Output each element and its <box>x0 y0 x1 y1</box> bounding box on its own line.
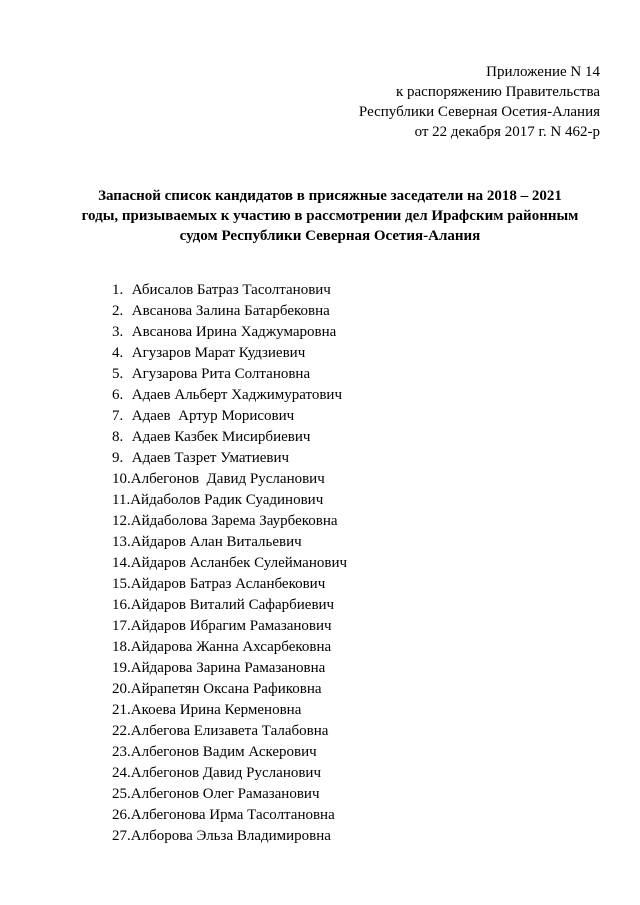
header-line-1: Приложение N 14 <box>486 64 600 80</box>
list-item-number: 16. <box>112 597 131 613</box>
list-item-name: Айдарова Жанна Ахсарбековна <box>130 639 332 655</box>
list-item-name: Акоева Ирина Керменовна <box>130 702 302 718</box>
list-item-name: Айдаров Батраз Асланбекович <box>130 576 326 592</box>
list-item <box>112 385 347 406</box>
list-item <box>112 637 347 658</box>
list-item-number: 22. <box>112 723 131 739</box>
list-item-name: Абисалов Батраз Тасолтанович <box>128 282 331 298</box>
candidate-list <box>112 280 347 847</box>
list-item <box>112 679 347 700</box>
list-item <box>112 742 347 763</box>
list-item <box>112 532 347 553</box>
list-item <box>112 700 347 721</box>
list-item-number: 11. <box>112 492 131 508</box>
list-item <box>112 511 347 532</box>
list-item-number: 7. <box>112 408 124 424</box>
list-item-number: 18. <box>112 639 131 655</box>
list-item-name: Айдаров Алан Витальевич <box>130 534 302 550</box>
list-item <box>112 784 347 805</box>
list-item-number: 13. <box>112 534 131 550</box>
list-item-name: Албегонов Олег Рамазанович <box>130 786 320 802</box>
list-item <box>112 574 347 595</box>
list-item-number: 6. <box>112 387 124 403</box>
list-item-number: 14. <box>112 555 131 571</box>
list-item-number: 23. <box>112 744 131 760</box>
list-item <box>112 322 347 343</box>
list-item-number: 24. <box>112 765 131 781</box>
list-item-name: Албегонов Давид Русланович <box>130 471 325 487</box>
list-item <box>112 595 347 616</box>
title-line-3: судом Республики Северная Осетия-Алания <box>179 228 481 244</box>
header-line-3: Республики Северная Осетия-Алания <box>358 104 600 120</box>
list-item-name: Албегонов Вадим Аскерович <box>130 744 317 760</box>
list-item <box>112 427 347 448</box>
list-item-name: Агузарова Рита Солтановна <box>128 366 311 382</box>
list-item <box>112 826 347 847</box>
header-line-2: к распоряжению Правительства <box>395 84 600 100</box>
list-item <box>112 805 347 826</box>
document-title <box>60 186 600 246</box>
list-item-number: 27. <box>112 828 131 844</box>
list-item-number: 5. <box>112 366 124 382</box>
list-item-number: 20. <box>112 681 131 697</box>
list-item-number: 25. <box>112 786 131 802</box>
list-item-number: 26. <box>112 807 131 823</box>
list-item <box>112 280 347 301</box>
list-item-name: Адаев Артур Морисович <box>128 408 295 424</box>
title-line-2: годы, призываемых к участию в рассмотрении дел Ирафским районным <box>81 208 579 224</box>
header-line-4: от 22 декабря 2017 г. N 462-р <box>414 124 600 140</box>
appendix-header <box>359 62 600 142</box>
list-item <box>112 763 347 784</box>
list-item-name: Агузаров Марат Кудзиевич <box>128 345 306 361</box>
list-item-number: 1. <box>112 282 124 298</box>
list-item-name: Айдаболова Зарема Заурбековна <box>130 513 338 529</box>
list-item <box>112 448 347 469</box>
list-item <box>112 343 347 364</box>
list-item-number: 10. <box>112 471 131 487</box>
list-item-number: 17. <box>112 618 131 634</box>
list-item-name: Адаев Альберт Хаджимуратович <box>128 387 343 403</box>
list-item-name: Албегонова Ирма Тасолтановна <box>130 807 335 823</box>
list-item-name: Айдаров Ибрагим Рамазанович <box>130 618 332 634</box>
list-item-number: 8. <box>112 429 124 445</box>
list-item-name: Айдаров Виталий Сафарбиевич <box>130 597 335 613</box>
list-item <box>112 469 347 490</box>
list-item-name: Адаев Казбек Мисирбиевич <box>128 429 311 445</box>
list-item <box>112 490 347 511</box>
list-item-name: Айрапетян Оксана Рафиковна <box>130 681 322 697</box>
list-item-name: Айдаров Асланбек Сулейманович <box>130 555 348 571</box>
list-item-number: 4. <box>112 345 124 361</box>
list-item-name: Авсанова Залина Батарбековна <box>128 303 330 319</box>
list-item-number: 9. <box>112 450 124 466</box>
list-item <box>112 721 347 742</box>
list-item-number: 12. <box>112 513 131 529</box>
list-item-name: Алборова Эльза Владимировна <box>130 828 331 844</box>
list-item-number: 2. <box>112 303 124 319</box>
list-item-number: 15. <box>112 576 131 592</box>
list-item <box>112 616 347 637</box>
list-item-name: Адаев Тазрет Уматиевич <box>128 450 290 466</box>
list-item <box>112 364 347 385</box>
list-item-number: 19. <box>112 660 131 676</box>
list-item-name: Албегова Елизавета Талабовна <box>130 723 329 739</box>
list-item-name: Албегонов Давид Русланович <box>130 765 322 781</box>
list-item-name: Авсанова Ирина Хаджумаровна <box>128 324 337 340</box>
title-line-1: Запасной список кандидатов в присяжные заседатели на 2018 – 2021 <box>98 188 562 204</box>
list-item <box>112 406 347 427</box>
list-item-number: 3. <box>112 324 124 340</box>
list-item-number: 21. <box>112 702 131 718</box>
list-item <box>112 301 347 322</box>
list-item-name: Айдаболов Радик Суадинович <box>130 492 324 508</box>
list-item <box>112 658 347 679</box>
list-item <box>112 553 347 574</box>
list-item-name: Айдарова Зарина Рамазановна <box>130 660 326 676</box>
